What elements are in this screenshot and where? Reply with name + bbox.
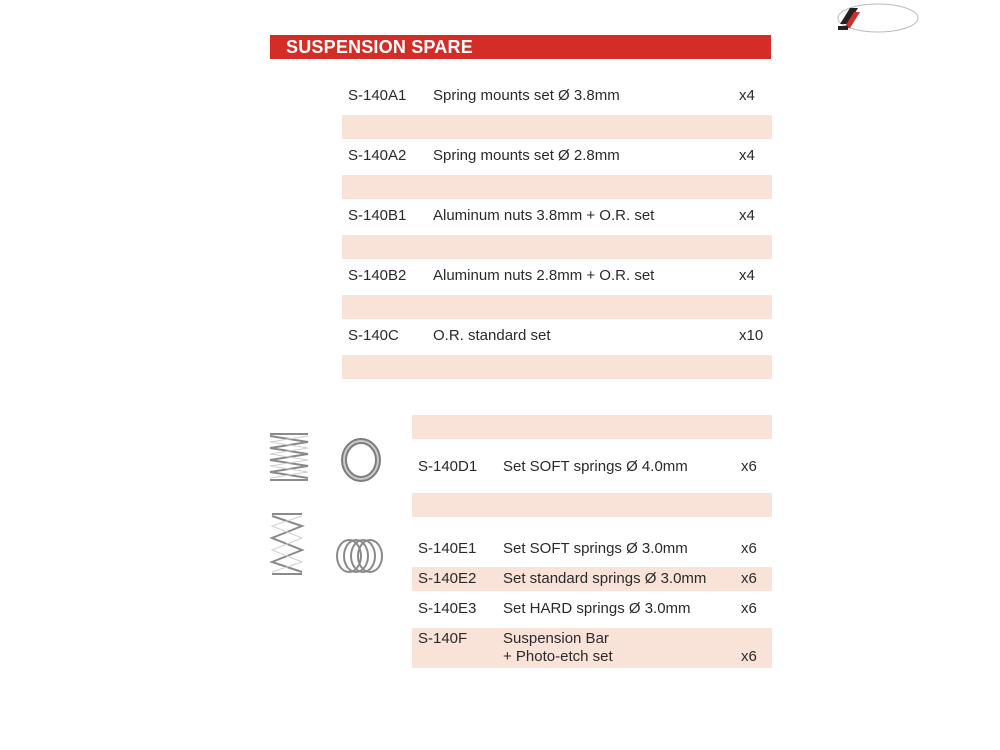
part-code: S-140E2 bbox=[418, 570, 477, 587]
part-row bbox=[342, 325, 772, 347]
part-code: S-140C bbox=[348, 327, 399, 344]
section-title: SUSPENSION SPARE bbox=[286, 37, 473, 57]
part-description: Aluminum nuts 2.8mm + O.R. set bbox=[433, 267, 655, 284]
part-description: Aluminum nuts 3.8mm + O.R. set bbox=[433, 207, 655, 224]
part-description: Set SOFT springs Ø 3.0mm bbox=[503, 540, 688, 557]
part-code: S-140A1 bbox=[348, 87, 407, 104]
part-code: S-140E3 bbox=[418, 600, 477, 617]
separator-band bbox=[412, 415, 772, 439]
part-code: S-140B2 bbox=[348, 267, 407, 284]
part-quantity: x10 bbox=[739, 327, 764, 344]
separator-band bbox=[342, 115, 772, 139]
rings-icon bbox=[332, 534, 388, 578]
part-description: O.R. standard set bbox=[433, 327, 551, 344]
part-row bbox=[412, 598, 772, 620]
part-description: Suspension Bar bbox=[503, 630, 609, 647]
separator-band bbox=[342, 235, 772, 259]
separator-band bbox=[342, 295, 772, 319]
separator-band bbox=[342, 175, 772, 199]
part-quantity: x4 bbox=[739, 147, 755, 164]
part-row bbox=[342, 145, 772, 167]
part-code: S-140B1 bbox=[348, 207, 407, 224]
part-code: S-140F bbox=[418, 630, 468, 647]
part-quantity: x4 bbox=[739, 207, 755, 224]
part-quantity: x6 bbox=[741, 540, 757, 557]
part-quantity: x6 bbox=[741, 458, 757, 475]
part-quantity: x6 bbox=[741, 570, 757, 587]
part-row bbox=[412, 630, 772, 668]
part-row bbox=[412, 568, 772, 590]
part-description-line2: + Photo-etch set bbox=[503, 648, 613, 665]
part-quantity: x4 bbox=[739, 267, 755, 284]
part-description: Set SOFT springs Ø 4.0mm bbox=[503, 458, 688, 475]
part-row bbox=[342, 85, 772, 107]
separator-band bbox=[412, 493, 772, 517]
aloy-shop-logo[interactable] bbox=[836, 2, 920, 34]
part-description: Spring mounts set Ø 2.8mm bbox=[433, 147, 620, 164]
part-row bbox=[342, 205, 772, 227]
part-row bbox=[342, 265, 772, 287]
part-code: S-140A2 bbox=[348, 147, 407, 164]
part-description: Set standard springs Ø 3.0mm bbox=[503, 570, 707, 587]
ring-icon bbox=[338, 438, 384, 482]
part-code: S-140E1 bbox=[418, 540, 477, 557]
separator-band bbox=[342, 355, 772, 379]
part-code: S-140D1 bbox=[418, 458, 478, 475]
coil-spring-icon bbox=[266, 510, 308, 578]
part-description: Set HARD springs Ø 3.0mm bbox=[503, 600, 691, 617]
part-row bbox=[412, 456, 772, 478]
part-description: Spring mounts set Ø 3.8mm bbox=[433, 87, 620, 104]
part-quantity: x4 bbox=[739, 87, 755, 104]
coil-spring-icon bbox=[266, 430, 312, 484]
part-row bbox=[412, 538, 772, 560]
part-quantity: x6 bbox=[741, 600, 757, 617]
section-header bbox=[270, 35, 771, 59]
part-quantity: x6 bbox=[741, 648, 757, 665]
